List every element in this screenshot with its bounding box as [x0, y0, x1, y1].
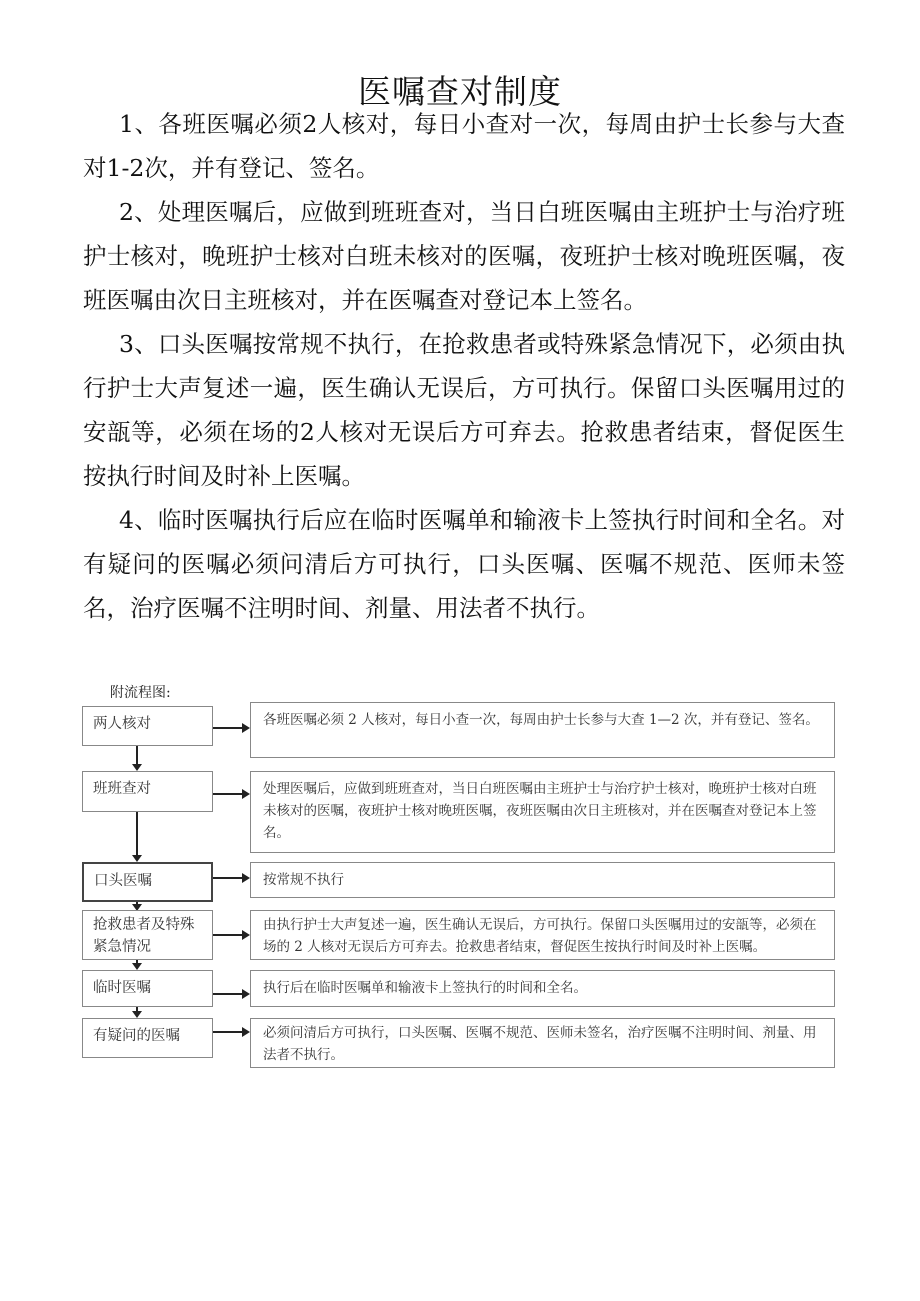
flow-detail-two-person-check: 各班医嘱必须 2 人核对，每日小查一次，每周由护士长参与大查 1—2 次，并有登记、签名。 — [250, 702, 835, 758]
arrow-down-icon — [136, 902, 138, 905]
flow-step-two-person-check: 两人核对 — [82, 706, 213, 746]
flow-detail-temporary-order: 执行后在临时医嘱单和输液卡上签执行的时间和全名。 — [250, 970, 835, 1007]
flowchart-label: 附流程图: — [110, 685, 171, 701]
arrow-right-icon — [213, 793, 243, 795]
paragraph-3: 3、口头医嘱按常规不执行，在抢救患者或特殊紧急情况下，必须由执行护士大声复述一遍，医生确认无误后，方可执行。保留口头医嘱用过的安瓿等，必须在场的2人核对无误后方可弃去。抢救患者结束，督促医生按执行时间及时补上医嘱。 — [83, 330, 845, 490]
flow-detail-shift-check: 处理医嘱后，应做到班班查对，当日白班医嘱由主班护士与治疗护士核对，晚班护士核对白班未核对的医嘱，夜班护士核对晚班医嘱，夜班医嘱由次日主班核对，并在医嘱查对登记本上签名。 — [250, 771, 835, 853]
arrow-right-icon — [213, 934, 243, 936]
paragraph-2: 2、处理医嘱后，应做到班班查对，当日白班医嘱由主班护士与治疗班护士核对，晚班护士核对白班未核对的医嘱，夜班护士核对晚班医嘱，夜班医嘱由次日主班核对，并在医嘱查对登记本上签名。 — [83, 198, 845, 314]
flow-step-verbal-order: 口头医嘱 — [82, 862, 213, 902]
flow-detail-questionable-order: 必须问清后方可执行，口头医嘱、医嘱不规范、医师未签名，治疗医嘱不注明时间、剂量、用法者不执行。 — [250, 1018, 835, 1068]
paragraph-4: 4、临时医嘱执行后应在临时医嘱单和输液卡上签执行时间和全名。对有疑问的医嘱必须问清后方可执行，口头医嘱、医嘱不规范、医师未签名，治疗医嘱不注明时间、剂量、用法者不执行。 — [83, 506, 845, 622]
paragraph-1: 1、各班医嘱必须2人核对，每日小查对一次，每周由护士长参与大查对1-2次，并有登记、签名。 — [83, 110, 845, 182]
page-title: 医嘱查对制度 — [358, 72, 562, 111]
arrow-right-icon — [213, 727, 243, 729]
flow-step-shift-check: 班班查对 — [82, 771, 213, 812]
arrow-down-icon — [136, 960, 138, 964]
flow-detail-emergency: 由执行护士大声复述一遍，医生确认无误后，方可执行。保留口头医嘱用过的安瓿等，必须在场的 2 人核对无误后方可弃去。抢救患者结束，督促医生按执行时间及时补上医嘱。 — [250, 910, 835, 960]
flow-step-temporary-order: 临时医嘱 — [82, 970, 213, 1007]
flow-step-questionable-order: 有疑问的医嘱 — [82, 1018, 213, 1058]
arrow-down-icon — [136, 1007, 138, 1012]
arrow-right-icon — [213, 993, 243, 995]
flow-detail-verbal-order: 按常规不执行 — [250, 862, 835, 898]
arrow-down-icon — [136, 746, 138, 765]
arrow-down-icon — [136, 812, 138, 856]
arrow-right-icon — [213, 1031, 243, 1033]
arrow-right-icon — [213, 877, 243, 879]
flow-step-emergency: 抢救患者及特殊紧急情况 — [82, 910, 213, 960]
